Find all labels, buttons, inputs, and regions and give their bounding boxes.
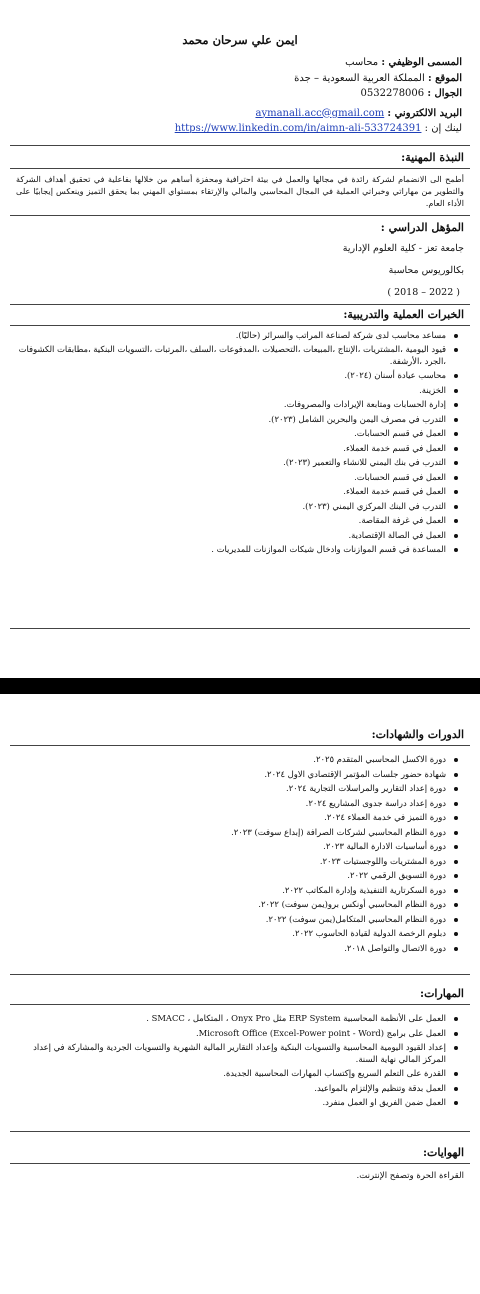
job-value: محاسب [345, 57, 379, 68]
divider [10, 1004, 470, 1005]
list-item: دورة المشتريات واللوجستيات ٢٠٢٣. [10, 856, 446, 868]
list-item: العمل في الصالة الإقتصادية. [10, 530, 446, 542]
skills-section [10, 974, 470, 1109]
list-item: العمل في قسم خدمة العملاء. [10, 443, 446, 455]
divider [10, 745, 470, 746]
list-item: العمل في قسم الحسابات. [10, 428, 446, 440]
list-item: دورة التميز في خدمة العملاء ٢٠٢٤. [10, 812, 446, 824]
list-item: العمل في قسم خدمة العملاء. [10, 486, 446, 498]
mobile-row [10, 86, 462, 102]
linkedin-row [10, 121, 462, 137]
education-section [10, 215, 470, 304]
divider [10, 304, 470, 305]
hobbies-text: القراءة الحرة وتصفح الإنترنت. [356, 1170, 464, 1181]
education-university: جامعة تعز - كلية العلوم الإدارية [342, 242, 464, 254]
list-item: العمل ضمن الفريق او العمل منفرد. [10, 1097, 446, 1109]
list-item: المساعدة في قسم الموازنات وادخال شيكات الموازنات للمديريات . [10, 544, 446, 556]
mobile-label: الجوال : [427, 88, 462, 99]
list-item: التدرب في بنك اليمني للانشاء والتعمير (٢٠٢٣). [10, 457, 446, 469]
education-title: المؤهل الدراسي : [380, 220, 464, 234]
linkedin-link[interactable]: https://www.linkedin.com/in/aimn-ali-533724391 [174, 123, 422, 134]
experience-title: الخبرات العملية والتدريبية: [343, 307, 464, 321]
summary-title: النبذة المهنية: [401, 150, 464, 164]
list-item: العمل في قسم الحسابات. [10, 472, 446, 484]
location-value: المملكة العربية السعودية – جدة [294, 72, 425, 84]
divider [10, 145, 470, 146]
divider [10, 325, 470, 326]
linkedin-label: لينك إن : [424, 123, 462, 134]
divider [10, 628, 470, 629]
experience-list [10, 330, 470, 556]
hobbies-section [10, 1131, 470, 1182]
location-label: الموقع : [427, 72, 462, 84]
list-item: دورة النظام المحاسبي لشركات الصرافة (إبداع سوفت) ٢٠٢٣. [10, 827, 446, 839]
list-item: شهادة حضور جلسات المؤتمر الإقتصادي الاول ٢٠٢٤. [10, 769, 446, 781]
divider [10, 1131, 470, 1132]
list-item: القدرة على التعلم السريع وإكتساب المهارات المحاسبية الجديدة. [10, 1068, 446, 1080]
list-item: العمل بدقة وتنظيم والإلتزام بالمواعيد. [10, 1083, 446, 1095]
list-item: العمل على برامج Microsoft Office (Excel-Power point - Word). [10, 1028, 446, 1040]
list-item: التدرب في مصرف اليمن والبحرين الشامل (٢٠٢٣). [10, 414, 446, 426]
job-label: المسمى الوظيفي : [381, 57, 462, 68]
summary-section [10, 145, 470, 209]
list-item: دورة الاكسل المحاسبي المتقدم ٢٠٢٥. [10, 754, 446, 766]
list-item: دورة النظام المحاسبي أونكس برو(يمن سوفت) ٢٠٢٢. [10, 899, 446, 911]
list-item: دورة التسويق الرقمي ٢٠٢٢. [10, 870, 446, 882]
contact-info [10, 55, 470, 137]
courses-list [10, 754, 470, 954]
list-item: دورة أساسيات الادارة المالية ٢٠٢٣. [10, 841, 446, 853]
list-item: دبلوم الرخصة الدولية لقيادة الحاسوب ٢٠٢٢. [10, 928, 446, 940]
summary-text: أطمح الى الانضمام لشركة رائدة في مجالها والعمل في بيئة احترافية ومحفزة أساهم من خلالها بفاعلية في تحقيق أهداف الشركة والتطوير من مهاراتي وخبراتي العملية في المجال المحاسبي والمالي والإرتقاء بمستواي المهني بما يحقق التميز وينعكس إيجابيًا على الأداء العام. [16, 173, 464, 208]
list-item: دورة الاتصال والتواصل ٢٠١٨. [10, 943, 446, 955]
list-item: التدرب في البنك المركزي اليمني (٢٠٢٣). [10, 501, 446, 513]
cv-page-2 [0, 694, 480, 1294]
skills-list [10, 1013, 470, 1109]
list-item: إعداد القيود اليومية المحاسبية والتسويات البنكية وإعداد التقارير المالية الشهرية والتسويات الجردية والمشاركة في إعداد المركز المالي نهاية السنة. [10, 1042, 446, 1065]
list-item: دورة إعداد التقارير والمراسلات التجارية ٢٠٢٤. [10, 783, 446, 795]
education-years: ( 2022 – 2018 ) [387, 286, 460, 298]
experience-section [10, 304, 470, 556]
list-item: دورة إعداد دراسة جدوى المشاريع ٢٠٢٤. [10, 798, 446, 810]
list-item: دورة السكرتارية التنفيذية وإدارة المكاتب ٢٠٢٢. [10, 885, 446, 897]
email-row [10, 106, 462, 122]
list-item: قيود اليومية ،المشتريات ،الإنتاج ،المبيعات ،التحصيلات ،المدفوعات ،السلف ،المرتبات ،التسويات البنكية ،مطابقات الكشوفات ،الجرد ،الأرشفة. [10, 344, 446, 367]
divider [10, 1163, 470, 1164]
job-title-row [10, 55, 462, 71]
education-degree: بكالوريوس محاسبة [388, 264, 464, 276]
list-item: محاسب عيادة أسنان (٢٠٢٤). [10, 370, 446, 382]
divider [10, 168, 470, 169]
hobbies-title: الهوايات: [422, 1145, 464, 1159]
candidate-name: ايمن علي سرحان محمد [182, 33, 298, 47]
list-item: العمل على الأنظمة المحاسبية ERP System مثل Onyx Pro ، المتكامل ، SMACC . [10, 1013, 446, 1025]
email-label: البريد الالكتروني : [387, 107, 462, 119]
list-item: مساعد محاسب لدى شركة لصناعة المراتب والسرائر (حاليًا). [10, 330, 446, 342]
location-row [10, 71, 462, 87]
divider [10, 215, 470, 216]
list-item: إدارة الحسابات ومتابعة الإيرادات والمصروفات. [10, 399, 446, 411]
list-item: الخزينة. [10, 385, 446, 397]
mobile-value: 0532278006 [360, 88, 425, 99]
list-item: العمل في غرفة المقاصة. [10, 515, 446, 527]
divider [10, 974, 470, 975]
skills-title: المهارات: [420, 987, 464, 1000]
email-link[interactable]: aymanali.acc@gmail.com [255, 107, 385, 119]
courses-title: الدورات والشهادات: [371, 728, 464, 741]
list-item: دورة النظام المحاسبي المتكامل(يمن سوفت) ٢٠٢٢. [10, 914, 446, 926]
page-separator [0, 678, 480, 694]
courses-section [10, 728, 470, 954]
